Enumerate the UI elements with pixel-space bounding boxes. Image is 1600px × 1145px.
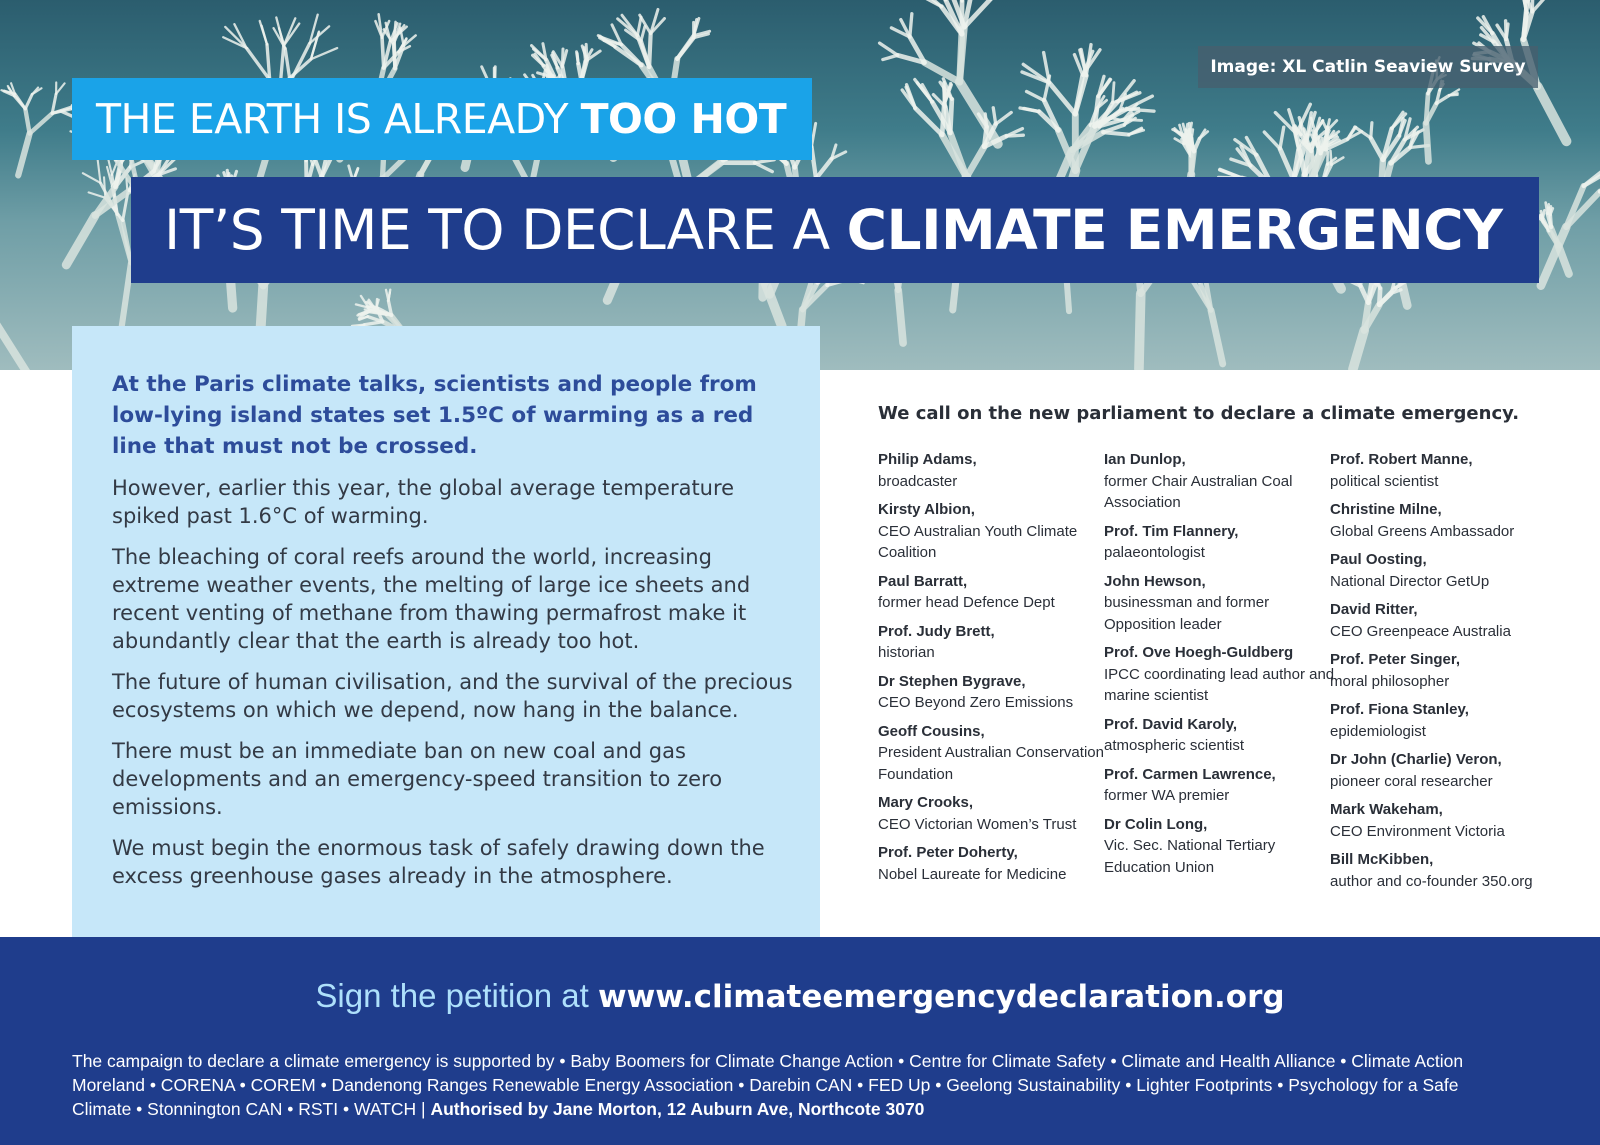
signatory <box>1330 599 1562 642</box>
coral-branch <box>1020 108 1039 112</box>
coral-branch <box>1191 151 1194 174</box>
signatory-title: CEO Greenpeace Australia <box>1330 622 1511 640</box>
signatory-title: CEO Australian Youth Climate Coalition <box>878 522 1078 561</box>
signatory-name: David Ritter, <box>1330 601 1418 618</box>
coral-branch <box>960 34 962 82</box>
signatory-name: Prof. Carmen Lawrence, <box>1104 765 1276 783</box>
coral-branch <box>1371 138 1383 160</box>
coral-branch <box>677 38 693 59</box>
coral-branch <box>1546 203 1548 214</box>
coral-branch <box>1211 310 1223 364</box>
coral-branch <box>1379 288 1380 304</box>
lead-paragraph: At the Paris climate talks, scientists and people from low-lying island states set 1.5ºC of warming as a red line that must not be crossed. <box>112 372 757 459</box>
coral-branch <box>1264 132 1280 149</box>
coral-branch <box>883 55 898 59</box>
coral-branch <box>379 14 382 37</box>
signatory-title: moral philosopher <box>1330 672 1450 690</box>
headline-1-bold: TOO HOT <box>580 95 787 143</box>
signatory-name: Christine Milne, <box>1330 501 1442 518</box>
body-paragraph: There must be an immediate ban on new coal and gas developments and an emergency-speed transition to zero emissions. <box>112 739 723 819</box>
signatory-name: Paul Oosting, <box>1330 551 1427 568</box>
coral-branch <box>1186 124 1188 135</box>
signatory-title: Vic. Sec. National Tertiary Education Union <box>1104 837 1276 876</box>
signatory <box>1104 814 1336 879</box>
signatory <box>878 499 1110 564</box>
coral-branch <box>1280 149 1294 180</box>
authorisation-text: Authorised by Jane Morton, 12 Auburn Ave, Northcote 3070 <box>430 1099 925 1119</box>
signatory <box>1104 764 1336 807</box>
signatory <box>878 792 1110 835</box>
coral-branch <box>915 80 932 102</box>
coral-branch <box>1280 127 1284 149</box>
coral-branch <box>1127 109 1154 111</box>
coral-branch <box>83 173 101 183</box>
headline-2-light: IT’S TIME TO DECLARE A <box>164 198 847 262</box>
signatory <box>1330 499 1562 542</box>
coral-branch <box>811 123 815 146</box>
headline-2-bold: CLIMATE EMERGENCY <box>846 198 1503 262</box>
footer-banner <box>0 937 1600 1145</box>
coral-branch <box>1006 135 1023 136</box>
signatory-name: Ian Dunlop, <box>1104 451 1186 468</box>
signatory <box>1330 749 1562 792</box>
coral-branch <box>562 49 563 67</box>
signatory-name: Prof. David Karoly, <box>1104 715 1238 733</box>
coral-branch <box>966 147 984 177</box>
coral-branch <box>993 108 995 124</box>
coral-branch <box>637 17 641 35</box>
signatory-title: businessman and former Opposition leader <box>1104 594 1270 633</box>
signatory <box>878 449 1110 492</box>
petition-prefix: Sign the petition at <box>315 977 598 1014</box>
signatory-name: John Hewson, <box>1104 572 1206 590</box>
signatory <box>1330 699 1562 742</box>
coral-branch <box>1139 294 1141 369</box>
coral-branch <box>1426 123 1428 161</box>
coral-branch <box>97 157 100 183</box>
signatory-name: Prof. Tim Flannery, <box>1104 522 1239 540</box>
signatory <box>878 571 1110 614</box>
signatory-column-1 <box>878 449 1110 892</box>
coral-branch <box>260 21 267 44</box>
signatory <box>878 671 1110 714</box>
coral-branch <box>285 49 290 83</box>
signatory <box>1104 521 1336 564</box>
signatory <box>1330 649 1562 692</box>
signatory-title: author and co-founder 350.org <box>1330 872 1533 890</box>
signatory-title: historian <box>878 644 935 661</box>
coral-branch <box>364 322 382 325</box>
coral-branch <box>1361 286 1369 302</box>
coral-branch <box>89 192 106 197</box>
coral-branch <box>66 216 95 265</box>
signatory <box>1104 642 1336 707</box>
coral-branch <box>816 159 832 179</box>
signatory-name: Dr John (Charlie) Veron, <box>1330 751 1502 768</box>
signatory-name: Dr Colin Long, <box>1104 815 1208 833</box>
signatory <box>1330 449 1562 492</box>
coral-branch <box>104 177 105 197</box>
coral-branch <box>386 290 388 301</box>
coral-branch <box>1538 87 1567 142</box>
coral-branch <box>1113 83 1114 103</box>
signatory <box>878 842 1110 885</box>
signatory-title: former Chair Australian Coal Association <box>1104 472 1293 511</box>
signatory <box>878 721 1110 786</box>
coral-branch <box>577 54 578 64</box>
coral-branch <box>898 290 903 343</box>
signatory-title: political scientist <box>1330 472 1439 490</box>
signatory <box>1330 549 1562 592</box>
signatory-name: Bill McKibben, <box>1330 851 1434 868</box>
petition-url-link[interactable]: www.climateemergencydeclaration.org <box>597 979 1285 1015</box>
coral-branch <box>1541 211 1543 218</box>
coral-branch <box>1316 118 1320 133</box>
call-to-parliament: We call on the new parliament to declare a climate emergency. <box>878 403 1520 424</box>
signatory <box>1330 849 1562 892</box>
signatory-column-3 <box>1330 449 1562 899</box>
signatory-name: Prof. Judy Brett, <box>878 622 995 640</box>
coral-branch <box>755 160 775 163</box>
body-paragraph: The bleaching of coral reefs around the world, increasing extreme weather events, the melting of large ice sheets and recent venting of methane from thawing permafrost make it abundantly clear that the earth is already too hot. <box>112 545 751 653</box>
signatory-name: Dr Stephen Bygrave, <box>878 672 1026 690</box>
coral-branch <box>25 94 32 108</box>
statement-panel <box>72 326 820 937</box>
signatory-name: Prof. Peter Doherty, <box>878 844 1018 861</box>
signatory-title: National Director GetUp <box>1330 572 1490 590</box>
coral-branch <box>944 87 945 106</box>
headline-too-hot <box>72 78 812 160</box>
coral-branch <box>1371 123 1372 138</box>
signatory-title: former WA premier <box>1104 787 1230 804</box>
coral-branch <box>755 163 773 172</box>
coral-branch <box>1103 132 1128 134</box>
supporters-text: The campaign to declare a climate emergency is supported by • Baby Boomers for Climate Change Action • Centre for Climate Safety • Climate and Health Alliance • Climate Action Moreland • CORENA • COREM • Dandenong Ranges Renewable Energy Association • Darebin CAN • FED Up • Geelong Sustainability • Lighter Footprints • Psychology for a Safe Climate • Stonnington CAN • RSTI • WATCH | <box>72 1051 1464 1119</box>
signatory-title: IPCC coordinating lead author and marine scientist <box>1104 665 1335 704</box>
coral-branch <box>30 113 53 133</box>
signatory-name: Kirsty Albion, <box>878 501 975 518</box>
coral-branch <box>641 26 645 41</box>
coral-branch <box>225 27 246 48</box>
signatory <box>878 621 1110 664</box>
body-paragraph: However, earlier this year, the global average temperature spiked past 1.6°C of warming. <box>112 476 735 528</box>
coral-branch <box>996 112 1012 124</box>
signatory-title: CEO Victorian Women’s Trust <box>878 815 1077 833</box>
coral-branch <box>1027 92 1045 101</box>
hero-image <box>0 0 1600 370</box>
coral-branch <box>910 14 912 37</box>
signatories-panel <box>878 403 1578 890</box>
coral-branch <box>1364 303 1368 331</box>
coral-branch <box>584 48 585 62</box>
coral-branch <box>880 43 898 55</box>
coral-branch <box>1049 83 1075 114</box>
signatory-title: broadcaster <box>878 472 958 490</box>
image-credit: Image: XL Catlin Seaview Survey <box>1198 46 1538 88</box>
signatory <box>1104 449 1336 514</box>
signatory-title: CEO Environment Victoria <box>1330 822 1505 840</box>
signatory-title: President Australian Conservation Foundation <box>878 744 1104 783</box>
coral-branch <box>52 94 56 113</box>
signatory-title: pioneer coral researcher <box>1330 772 1493 790</box>
signatory-title: atmospheric scientist <box>1104 737 1245 754</box>
signatory-title: former head Defence Dept <box>878 594 1055 611</box>
signatory-column-2 <box>1104 449 1336 885</box>
signatory-title: CEO Beyond Zero Emissions <box>878 694 1074 711</box>
body-paragraph: The future of human civilisation, and the survival of the precious ecosystems on which we depend, now hang in the balance. <box>112 670 793 722</box>
signatory-title: palaeontologist <box>1104 544 1205 561</box>
signatory-name: Prof. Ove Hoegh-Guldberg <box>1104 644 1294 661</box>
signatory-title: epidemiologist <box>1330 722 1426 740</box>
supporters-list <box>72 1049 1512 1121</box>
signatory-name: Paul Barratt, <box>878 572 968 590</box>
coral-branch <box>0 319 31 370</box>
body-paragraph: We must begin the enormous task of safely drawing down the excess greenhouse gases already in the atmosphere. <box>112 836 765 888</box>
coral-branch <box>25 109 29 134</box>
coral-branch <box>56 83 64 94</box>
signatory-name: Prof. Fiona Stanley, <box>1330 701 1469 718</box>
coral-branch <box>811 147 816 179</box>
signatory-name: Philip Adams, <box>878 451 977 468</box>
signatory-name: Geoff Cousins, <box>878 722 985 740</box>
signatory-name: Mark Wakeham, <box>1330 801 1443 818</box>
coral-branch <box>15 96 26 109</box>
signatory-name: Prof. Robert Manne, <box>1330 451 1473 468</box>
signatory-title: Global Greens Ambassador <box>1330 522 1515 540</box>
coral-branch <box>1506 21 1507 39</box>
coral-branch <box>1353 330 1364 369</box>
signatory <box>1104 571 1336 636</box>
coral-branch <box>1523 13 1526 40</box>
headline-1-light: THE EARTH IS ALREADY <box>96 95 581 143</box>
signatory <box>1104 714 1336 757</box>
coral-branch <box>18 134 29 176</box>
headline-climate-emergency <box>131 177 1539 283</box>
signatory-title: Nobel Laureate for Medicine <box>878 865 1067 883</box>
coral-branch <box>1190 123 1192 134</box>
signatory <box>1330 799 1562 842</box>
signatory-name: Mary Crooks, <box>878 794 974 811</box>
petition-line <box>0 975 1600 1018</box>
signatory-name: Prof. Peter Singer, <box>1330 651 1461 668</box>
